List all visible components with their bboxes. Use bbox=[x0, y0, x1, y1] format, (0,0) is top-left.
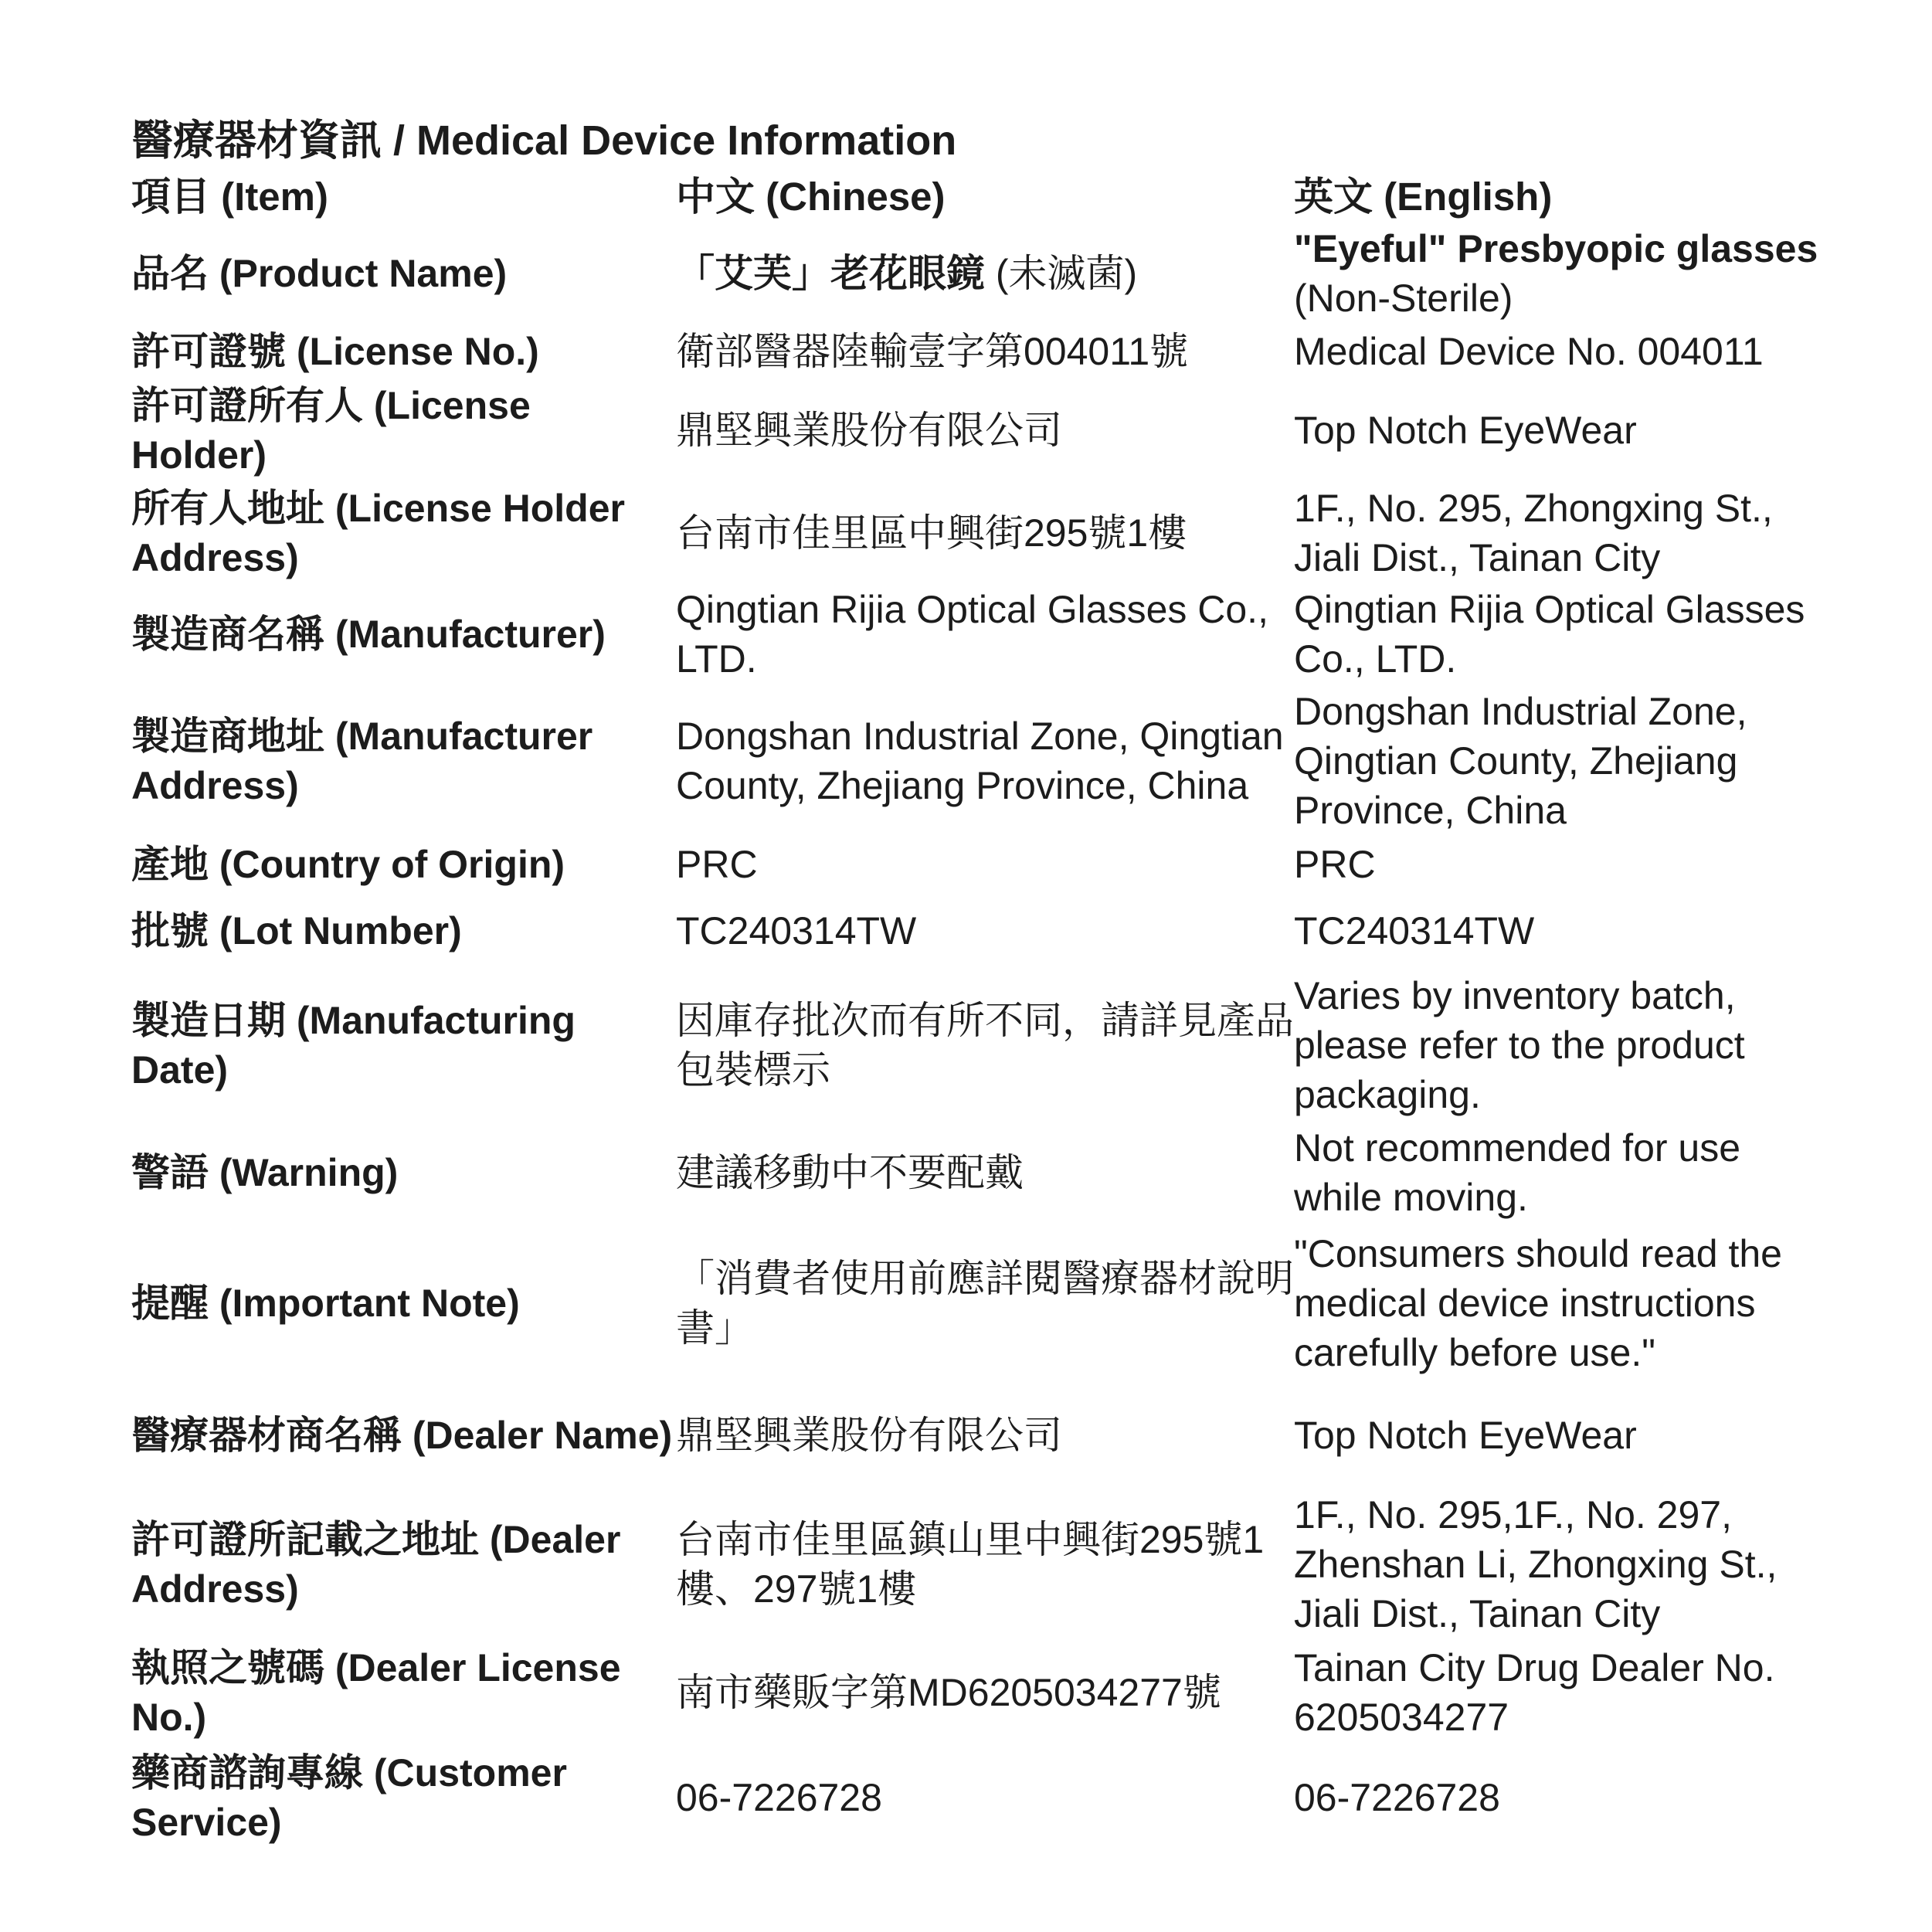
row-english-value: 1F., No. 295, Zhongxing St., Jiali Dist., Tainan City bbox=[1294, 487, 1773, 579]
row-chinese-value: 台南市佳里區鎮山里中興街295號1樓、297號1樓 bbox=[676, 1518, 1265, 1611]
column-header-item: 項目 (Item) bbox=[131, 175, 329, 219]
row-english-value: Qingtian Rijia Optical Glasses Co., LTD. bbox=[1294, 588, 1805, 681]
row-chinese-value bbox=[676, 249, 1294, 298]
row-english-value: Dongshan Industrial Zone, Qingtian County, Zhejiang Province, China bbox=[1294, 690, 1747, 832]
row-label: 警語 (Warning) bbox=[131, 1151, 399, 1194]
table-row-dealer-name bbox=[131, 1382, 1839, 1489]
row-english-value: Top Notch EyeWear bbox=[1294, 1414, 1637, 1457]
row-chinese-value: PRC bbox=[676, 843, 758, 886]
table-row-country-of-origin bbox=[131, 837, 1839, 892]
row-chinese-value: 衛部醫器陸輸壹字第004011號 bbox=[676, 330, 1189, 373]
row-chinese-value: 南市藥販字第MD6205034277號 bbox=[676, 1671, 1221, 1714]
row-english-value: 1F., No. 295,1F., No. 297, Zhenshan Li, Zhongxing St., Jiali Dist., Tainan City bbox=[1294, 1493, 1778, 1635]
row-label: 許可證號 (License No.) bbox=[131, 330, 539, 373]
table-row-dealer-address bbox=[131, 1489, 1839, 1640]
table-row-warning bbox=[131, 1121, 1839, 1224]
row-chinese-value: 「消費者使用前應詳閱醫療器材說明書」 bbox=[676, 1257, 1294, 1350]
table-row-product-name bbox=[131, 221, 1839, 325]
row-english-value: Varies by inventory batch, please refer to the product packaging. bbox=[1294, 974, 1745, 1116]
table-row-license-holder-address bbox=[131, 483, 1839, 583]
row-chinese-value: 06-7226728 bbox=[676, 1776, 882, 1819]
row-label: 製造日期 (Manufacturing Date) bbox=[131, 999, 576, 1092]
row-label: 許可證所有人 (License Holder) bbox=[131, 384, 531, 477]
row-label: 藥商諮詢專線 (Customer Service) bbox=[131, 1751, 567, 1844]
row-label: 品名 (Product Name) bbox=[131, 251, 508, 295]
row-chinese-value: TC240314TW bbox=[676, 909, 917, 952]
row-label: 製造商地址 (Manufacturer Address) bbox=[131, 715, 593, 807]
row-english-value: Top Notch EyeWear bbox=[1294, 409, 1637, 452]
row-english-value: "Consumers should read the medical device instructions carefully before use." bbox=[1294, 1232, 1782, 1374]
row-label: 執照之號碼 (Dealer License No.) bbox=[131, 1646, 621, 1739]
table-row-dealer-license-no bbox=[131, 1640, 1839, 1745]
table-header bbox=[131, 165, 1839, 221]
row-english-value: PRC bbox=[1294, 843, 1376, 886]
table-row-manufacturer bbox=[131, 583, 1839, 685]
row-english-value: Tainan City Drug Dealer No. 6205034277 bbox=[1294, 1646, 1775, 1739]
row-label: 許可證所記載之地址 (Dealer Address) bbox=[131, 1518, 621, 1611]
row-label: 製造商名稱 (Manufacturer) bbox=[131, 613, 606, 656]
row-chinese-value: Qingtian Rijia Optical Glasses Co., LTD. bbox=[676, 588, 1268, 681]
row-chinese-value: 因庫存批次而有所不同，請詳見產品包裝標示 bbox=[676, 999, 1294, 1092]
page-title: 醫療器材資訊 / Medical Device Information bbox=[131, 117, 957, 164]
row-chinese-value: 建議移動中不要配戴 bbox=[676, 1151, 1024, 1194]
row-english-value: Not recommended for use while moving. bbox=[1294, 1126, 1741, 1219]
product-name-en-note: (Non-Sterile) bbox=[1294, 276, 1513, 320]
row-chinese-value: Dongshan Industrial Zone, Qingtian County, Zhejiang Province, China bbox=[676, 715, 1284, 807]
table-row-important-note bbox=[131, 1224, 1839, 1382]
row-chinese-value: 鼎堅興業股份有限公司 bbox=[676, 409, 1062, 452]
row-label: 醫療器材商名稱 (Dealer Name) bbox=[131, 1414, 673, 1457]
row-chinese-value: 台南市佳里區中興街295號1樓 bbox=[676, 511, 1187, 555]
row-label: 產地 (Country of Origin) bbox=[131, 843, 565, 886]
row-label: 所有人地址 (License Holder Address) bbox=[131, 487, 625, 579]
product-name-en: "Eyeful" Presbyopic glasses bbox=[1294, 226, 1818, 270]
row-english-value: TC240314TW bbox=[1294, 909, 1535, 952]
row-label: 批號 (Lot Number) bbox=[131, 909, 462, 952]
row-chinese-value: 鼎堅興業股份有限公司 bbox=[676, 1414, 1062, 1457]
row-english-value: 06-7226728 bbox=[1294, 1776, 1500, 1819]
row-label: 提醒 (Important Note) bbox=[131, 1282, 520, 1325]
product-name-zh: 「艾芙」老花眼鏡 bbox=[676, 251, 985, 295]
column-header-english: 英文 (English) bbox=[1294, 175, 1553, 219]
column-header-chinese: 中文 (Chinese) bbox=[676, 175, 946, 219]
table-row-license-holder bbox=[131, 378, 1839, 483]
table-row-manufacturer-address bbox=[131, 685, 1839, 837]
row-english-value: Medical Device No. 004011 bbox=[1294, 330, 1764, 373]
document bbox=[131, 116, 1839, 1850]
row-english-value bbox=[1294, 224, 1839, 323]
table-row-customer-service bbox=[131, 1745, 1839, 1850]
table-row-license-no bbox=[131, 325, 1839, 378]
table-row-lot-number bbox=[131, 892, 1839, 969]
product-name-zh-note: (未滅菌) bbox=[985, 251, 1138, 295]
table-row-manufacturing-date bbox=[131, 969, 1839, 1121]
